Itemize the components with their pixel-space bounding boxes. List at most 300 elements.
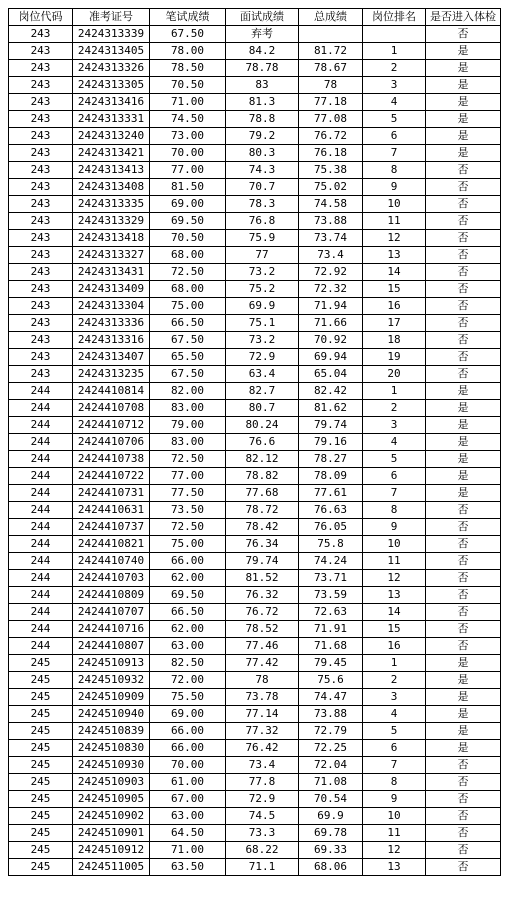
cell-position-code: 244 (9, 417, 73, 434)
cell-written-score: 83.00 (150, 434, 226, 451)
cell-position-code: 244 (9, 485, 73, 502)
cell-admission-number: 2424313339 (73, 26, 150, 43)
cell-interview-score: 80.7 (226, 400, 299, 417)
cell-physical-exam: 否 (426, 553, 501, 570)
cell-interview-score: 77.68 (226, 485, 299, 502)
cell-total-score: 79.74 (299, 417, 363, 434)
table-row (9, 502, 501, 519)
cell-physical-exam: 否 (426, 196, 501, 213)
cell-total-score: 72.32 (299, 281, 363, 298)
cell-position-rank: 2 (363, 400, 426, 417)
cell-admission-number: 2424511005 (73, 859, 150, 876)
cell-position-code: 244 (9, 638, 73, 655)
cell-admission-number: 2424410706 (73, 434, 150, 451)
cell-physical-exam: 否 (426, 842, 501, 859)
cell-total-score: 69.33 (299, 842, 363, 859)
cell-physical-exam: 否 (426, 247, 501, 264)
cell-position-code: 244 (9, 519, 73, 536)
cell-interview-score: 82.12 (226, 451, 299, 468)
cell-interview-score: 79.74 (226, 553, 299, 570)
cell-written-score: 67.50 (150, 366, 226, 383)
table-row (9, 196, 501, 213)
cell-position-code: 243 (9, 264, 73, 281)
cell-total-score: 72.63 (299, 604, 363, 621)
cell-written-score: 61.00 (150, 774, 226, 791)
cell-interview-score: 76.6 (226, 434, 299, 451)
cell-interview-score: 83 (226, 77, 299, 94)
cell-admission-number: 2424510903 (73, 774, 150, 791)
cell-admission-number: 2424313304 (73, 298, 150, 315)
cell-physical-exam: 是 (426, 77, 501, 94)
table-row (9, 111, 501, 128)
cell-position-rank: 5 (363, 451, 426, 468)
cell-position-code: 243 (9, 77, 73, 94)
cell-total-score: 70.54 (299, 791, 363, 808)
header-physical-exam: 是否进入体检 (426, 9, 501, 26)
cell-interview-score: 76.34 (226, 536, 299, 553)
cell-written-score: 67.00 (150, 791, 226, 808)
cell-position-code: 243 (9, 332, 73, 349)
cell-total-score: 76.63 (299, 502, 363, 519)
cell-position-rank: 18 (363, 332, 426, 349)
cell-position-rank: 5 (363, 111, 426, 128)
table-row (9, 213, 501, 230)
table-row (9, 621, 501, 638)
table-row (9, 604, 501, 621)
cell-physical-exam: 否 (426, 349, 501, 366)
cell-total-score: 72.25 (299, 740, 363, 757)
cell-admission-number: 2424410740 (73, 553, 150, 570)
cell-physical-exam: 否 (426, 502, 501, 519)
cell-written-score: 62.00 (150, 621, 226, 638)
cell-physical-exam: 否 (426, 162, 501, 179)
cell-written-score: 66.00 (150, 740, 226, 757)
cell-admission-number: 2424313418 (73, 230, 150, 247)
cell-position-code: 243 (9, 281, 73, 298)
table-row (9, 43, 501, 60)
cell-physical-exam: 是 (426, 94, 501, 111)
cell-written-score: 71.00 (150, 842, 226, 859)
cell-interview-score: 78.42 (226, 519, 299, 536)
cell-total-score: 68.06 (299, 859, 363, 876)
cell-position-rank: 11 (363, 553, 426, 570)
cell-admission-number: 2424313316 (73, 332, 150, 349)
cell-total-score: 73.88 (299, 706, 363, 723)
cell-admission-number: 2424410807 (73, 638, 150, 655)
cell-position-code: 243 (9, 366, 73, 383)
cell-position-rank: 1 (363, 655, 426, 672)
table-row (9, 434, 501, 451)
cell-position-code: 245 (9, 808, 73, 825)
cell-position-code: 243 (9, 230, 73, 247)
cell-interview-score: 74.3 (226, 162, 299, 179)
table-row (9, 689, 501, 706)
cell-admission-number: 2424313305 (73, 77, 150, 94)
table-row (9, 281, 501, 298)
cell-position-rank: 7 (363, 757, 426, 774)
cell-position-code: 245 (9, 859, 73, 876)
cell-total-score: 69.78 (299, 825, 363, 842)
table-row (9, 417, 501, 434)
cell-interview-score: 72.9 (226, 349, 299, 366)
cell-written-score: 71.00 (150, 94, 226, 111)
cell-physical-exam: 是 (426, 417, 501, 434)
cell-admission-number: 2424313413 (73, 162, 150, 179)
score-table (8, 8, 501, 876)
cell-interview-score: 78 (226, 672, 299, 689)
cell-admission-number: 2424313431 (73, 264, 150, 281)
cell-total-score: 71.94 (299, 298, 363, 315)
cell-total-score: 71.08 (299, 774, 363, 791)
cell-position-code: 245 (9, 672, 73, 689)
table-row (9, 94, 501, 111)
cell-position-code: 243 (9, 298, 73, 315)
cell-total-score: 78.27 (299, 451, 363, 468)
cell-position-code: 244 (9, 502, 73, 519)
table-row (9, 26, 501, 43)
cell-total-score: 75.8 (299, 536, 363, 553)
cell-interview-score: 76.32 (226, 587, 299, 604)
cell-written-score: 69.50 (150, 587, 226, 604)
table-row (9, 570, 501, 587)
cell-admission-number: 2424313327 (73, 247, 150, 264)
cell-interview-score: 82.7 (226, 383, 299, 400)
cell-position-code: 244 (9, 451, 73, 468)
cell-position-code: 243 (9, 145, 73, 162)
header-interview-score: 面试成绩 (226, 9, 299, 26)
cell-interview-score: 76.42 (226, 740, 299, 757)
cell-written-score: 74.50 (150, 111, 226, 128)
cell-position-rank: 9 (363, 791, 426, 808)
cell-position-rank: 15 (363, 621, 426, 638)
table-row (9, 77, 501, 94)
cell-position-code: 244 (9, 383, 73, 400)
cell-position-rank: 16 (363, 638, 426, 655)
cell-physical-exam: 否 (426, 281, 501, 298)
table-row (9, 366, 501, 383)
cell-admission-number: 2424410731 (73, 485, 150, 502)
cell-physical-exam: 否 (426, 570, 501, 587)
cell-position-rank: 2 (363, 672, 426, 689)
cell-total-score: 81.72 (299, 43, 363, 60)
cell-physical-exam: 否 (426, 587, 501, 604)
cell-position-code: 243 (9, 60, 73, 77)
table-row (9, 485, 501, 502)
table-row (9, 723, 501, 740)
table-row (9, 298, 501, 315)
cell-admission-number: 2424410712 (73, 417, 150, 434)
cell-physical-exam: 是 (426, 655, 501, 672)
cell-position-code: 245 (9, 723, 73, 740)
cell-total-score: 70.92 (299, 332, 363, 349)
cell-total-score: 75.02 (299, 179, 363, 196)
cell-physical-exam: 是 (426, 468, 501, 485)
cell-admission-number: 2424510902 (73, 808, 150, 825)
cell-admission-number: 2424410809 (73, 587, 150, 604)
cell-total-score: 82.42 (299, 383, 363, 400)
cell-position-code: 244 (9, 434, 73, 451)
cell-position-rank: 10 (363, 196, 426, 213)
cell-position-rank: 16 (363, 298, 426, 315)
cell-interview-score: 74.5 (226, 808, 299, 825)
table-row (9, 757, 501, 774)
cell-position-code: 244 (9, 468, 73, 485)
cell-interview-score: 81.52 (226, 570, 299, 587)
cell-written-score: 77.00 (150, 468, 226, 485)
header-total-score: 总成绩 (299, 9, 363, 26)
cell-total-score (299, 26, 363, 43)
cell-total-score: 78.09 (299, 468, 363, 485)
cell-total-score: 78.67 (299, 60, 363, 77)
cell-position-rank: 1 (363, 43, 426, 60)
cell-written-score: 64.50 (150, 825, 226, 842)
cell-position-code: 243 (9, 94, 73, 111)
cell-total-score: 77.08 (299, 111, 363, 128)
cell-written-score: 70.50 (150, 77, 226, 94)
cell-interview-score: 84.2 (226, 43, 299, 60)
cell-written-score: 63.00 (150, 808, 226, 825)
cell-admission-number: 2424510912 (73, 842, 150, 859)
table-row (9, 774, 501, 791)
cell-position-rank: 3 (363, 417, 426, 434)
cell-position-rank: 10 (363, 808, 426, 825)
cell-position-rank: 9 (363, 519, 426, 536)
cell-position-rank: 6 (363, 468, 426, 485)
cell-interview-score: 75.2 (226, 281, 299, 298)
cell-total-score: 71.68 (299, 638, 363, 655)
cell-position-code: 245 (9, 774, 73, 791)
cell-total-score: 75.6 (299, 672, 363, 689)
cell-physical-exam: 否 (426, 621, 501, 638)
table-row (9, 230, 501, 247)
cell-written-score: 81.50 (150, 179, 226, 196)
cell-position-rank: 1 (363, 383, 426, 400)
cell-admission-number: 2424510930 (73, 757, 150, 774)
cell-physical-exam: 否 (426, 859, 501, 876)
cell-total-score: 71.66 (299, 315, 363, 332)
cell-position-rank (363, 26, 426, 43)
cell-position-rank: 7 (363, 145, 426, 162)
cell-physical-exam: 否 (426, 519, 501, 536)
cell-admission-number: 2424410814 (73, 383, 150, 400)
cell-admission-number: 2424313407 (73, 349, 150, 366)
table-row (9, 162, 501, 179)
table-row (9, 247, 501, 264)
cell-position-rank: 13 (363, 247, 426, 264)
table-row (9, 468, 501, 485)
cell-position-rank: 11 (363, 213, 426, 230)
cell-interview-score: 73.4 (226, 757, 299, 774)
cell-position-code: 244 (9, 587, 73, 604)
cell-position-code: 243 (9, 179, 73, 196)
table-row (9, 672, 501, 689)
cell-total-score: 76.05 (299, 519, 363, 536)
cell-position-code: 243 (9, 128, 73, 145)
cell-physical-exam: 是 (426, 672, 501, 689)
cell-total-score: 73.88 (299, 213, 363, 230)
cell-admission-number: 2424410631 (73, 502, 150, 519)
table-row (9, 451, 501, 468)
cell-physical-exam: 否 (426, 332, 501, 349)
header-position-code: 岗位代码 (9, 9, 73, 26)
cell-written-score: 83.00 (150, 400, 226, 417)
cell-physical-exam: 否 (426, 315, 501, 332)
cell-position-code: 243 (9, 26, 73, 43)
cell-position-rank: 6 (363, 128, 426, 145)
cell-physical-exam: 是 (426, 128, 501, 145)
cell-physical-exam: 是 (426, 145, 501, 162)
table-row (9, 740, 501, 757)
cell-written-score: 69.00 (150, 706, 226, 723)
cell-position-rank: 3 (363, 689, 426, 706)
header-written-score: 笔试成绩 (150, 9, 226, 26)
cell-written-score: 78.50 (150, 60, 226, 77)
cell-interview-score: 76.72 (226, 604, 299, 621)
cell-total-score: 74.24 (299, 553, 363, 570)
cell-position-rank: 15 (363, 281, 426, 298)
cell-position-rank: 4 (363, 94, 426, 111)
cell-interview-score: 63.4 (226, 366, 299, 383)
cell-admission-number: 2424313331 (73, 111, 150, 128)
cell-written-score: 72.50 (150, 451, 226, 468)
cell-interview-score: 78.72 (226, 502, 299, 519)
cell-physical-exam: 否 (426, 264, 501, 281)
cell-physical-exam: 否 (426, 825, 501, 842)
cell-admission-number: 2424510905 (73, 791, 150, 808)
cell-admission-number: 2424510913 (73, 655, 150, 672)
cell-written-score: 72.00 (150, 672, 226, 689)
cell-interview-score: 73.3 (226, 825, 299, 842)
table-row (9, 859, 501, 876)
cell-position-code: 243 (9, 349, 73, 366)
cell-position-code: 243 (9, 196, 73, 213)
table-row (9, 587, 501, 604)
table-row (9, 655, 501, 672)
cell-position-code: 243 (9, 111, 73, 128)
table-row (9, 553, 501, 570)
cell-position-rank: 14 (363, 604, 426, 621)
cell-physical-exam: 是 (426, 689, 501, 706)
cell-position-code: 244 (9, 621, 73, 638)
cell-admission-number: 2424313408 (73, 179, 150, 196)
cell-interview-score: 77.32 (226, 723, 299, 740)
cell-admission-number: 2424410703 (73, 570, 150, 587)
cell-admission-number: 2424313326 (73, 60, 150, 77)
cell-physical-exam: 是 (426, 111, 501, 128)
cell-written-score: 77.50 (150, 485, 226, 502)
cell-written-score: 65.50 (150, 349, 226, 366)
cell-interview-score: 72.9 (226, 791, 299, 808)
cell-admission-number: 2424313409 (73, 281, 150, 298)
cell-total-score: 73.74 (299, 230, 363, 247)
cell-written-score: 72.50 (150, 264, 226, 281)
table-row (9, 60, 501, 77)
cell-position-rank: 8 (363, 774, 426, 791)
cell-interview-score: 73.2 (226, 264, 299, 281)
table-row (9, 706, 501, 723)
cell-position-rank: 8 (363, 502, 426, 519)
cell-written-score: 75.00 (150, 298, 226, 315)
cell-interview-score: 77.42 (226, 655, 299, 672)
cell-written-score: 66.50 (150, 604, 226, 621)
cell-written-score: 69.50 (150, 213, 226, 230)
header-admission-number: 准考证号 (73, 9, 150, 26)
cell-written-score: 66.00 (150, 553, 226, 570)
cell-position-code: 244 (9, 400, 73, 417)
cell-position-code: 244 (9, 536, 73, 553)
cell-written-score: 68.00 (150, 247, 226, 264)
cell-position-rank: 13 (363, 587, 426, 604)
cell-admission-number: 2424313335 (73, 196, 150, 213)
cell-position-code: 244 (9, 604, 73, 621)
cell-physical-exam: 是 (426, 706, 501, 723)
cell-physical-exam: 否 (426, 26, 501, 43)
cell-total-score: 69.94 (299, 349, 363, 366)
cell-written-score: 70.00 (150, 757, 226, 774)
table-row (9, 400, 501, 417)
cell-written-score: 66.00 (150, 723, 226, 740)
cell-total-score: 69.9 (299, 808, 363, 825)
cell-physical-exam: 是 (426, 740, 501, 757)
cell-total-score: 73.4 (299, 247, 363, 264)
cell-physical-exam: 是 (426, 400, 501, 417)
cell-total-score: 81.62 (299, 400, 363, 417)
cell-interview-score: 71.1 (226, 859, 299, 876)
cell-physical-exam: 否 (426, 298, 501, 315)
cell-admission-number: 2424410707 (73, 604, 150, 621)
cell-physical-exam: 是 (426, 451, 501, 468)
cell-position-code: 243 (9, 213, 73, 230)
cell-total-score: 74.47 (299, 689, 363, 706)
cell-total-score: 74.58 (299, 196, 363, 213)
table-row (9, 128, 501, 145)
table-row (9, 638, 501, 655)
cell-admission-number: 2424510830 (73, 740, 150, 757)
cell-interview-score: 80.3 (226, 145, 299, 162)
table-row (9, 791, 501, 808)
cell-written-score: 70.50 (150, 230, 226, 247)
cell-physical-exam: 否 (426, 808, 501, 825)
cell-position-code: 244 (9, 553, 73, 570)
cell-position-rank: 3 (363, 77, 426, 94)
cell-total-score: 72.79 (299, 723, 363, 740)
cell-written-score: 72.50 (150, 519, 226, 536)
cell-physical-exam: 是 (426, 723, 501, 740)
cell-admission-number: 2424313405 (73, 43, 150, 60)
cell-written-score: 75.00 (150, 536, 226, 553)
cell-physical-exam: 否 (426, 774, 501, 791)
cell-total-score: 71.91 (299, 621, 363, 638)
cell-physical-exam: 否 (426, 536, 501, 553)
cell-physical-exam: 否 (426, 791, 501, 808)
cell-admission-number: 2424313336 (73, 315, 150, 332)
cell-position-rank: 17 (363, 315, 426, 332)
cell-total-score: 79.45 (299, 655, 363, 672)
cell-written-score: 82.50 (150, 655, 226, 672)
cell-position-rank: 7 (363, 485, 426, 502)
cell-interview-score: 79.2 (226, 128, 299, 145)
cell-interview-score: 69.9 (226, 298, 299, 315)
cell-position-rank: 2 (363, 60, 426, 77)
cell-admission-number: 2424510940 (73, 706, 150, 723)
cell-written-score: 79.00 (150, 417, 226, 434)
header-row (9, 9, 501, 26)
cell-admission-number: 2424313240 (73, 128, 150, 145)
cell-position-rank: 9 (363, 179, 426, 196)
table-row (9, 332, 501, 349)
cell-position-code: 245 (9, 740, 73, 757)
cell-written-score: 67.50 (150, 332, 226, 349)
